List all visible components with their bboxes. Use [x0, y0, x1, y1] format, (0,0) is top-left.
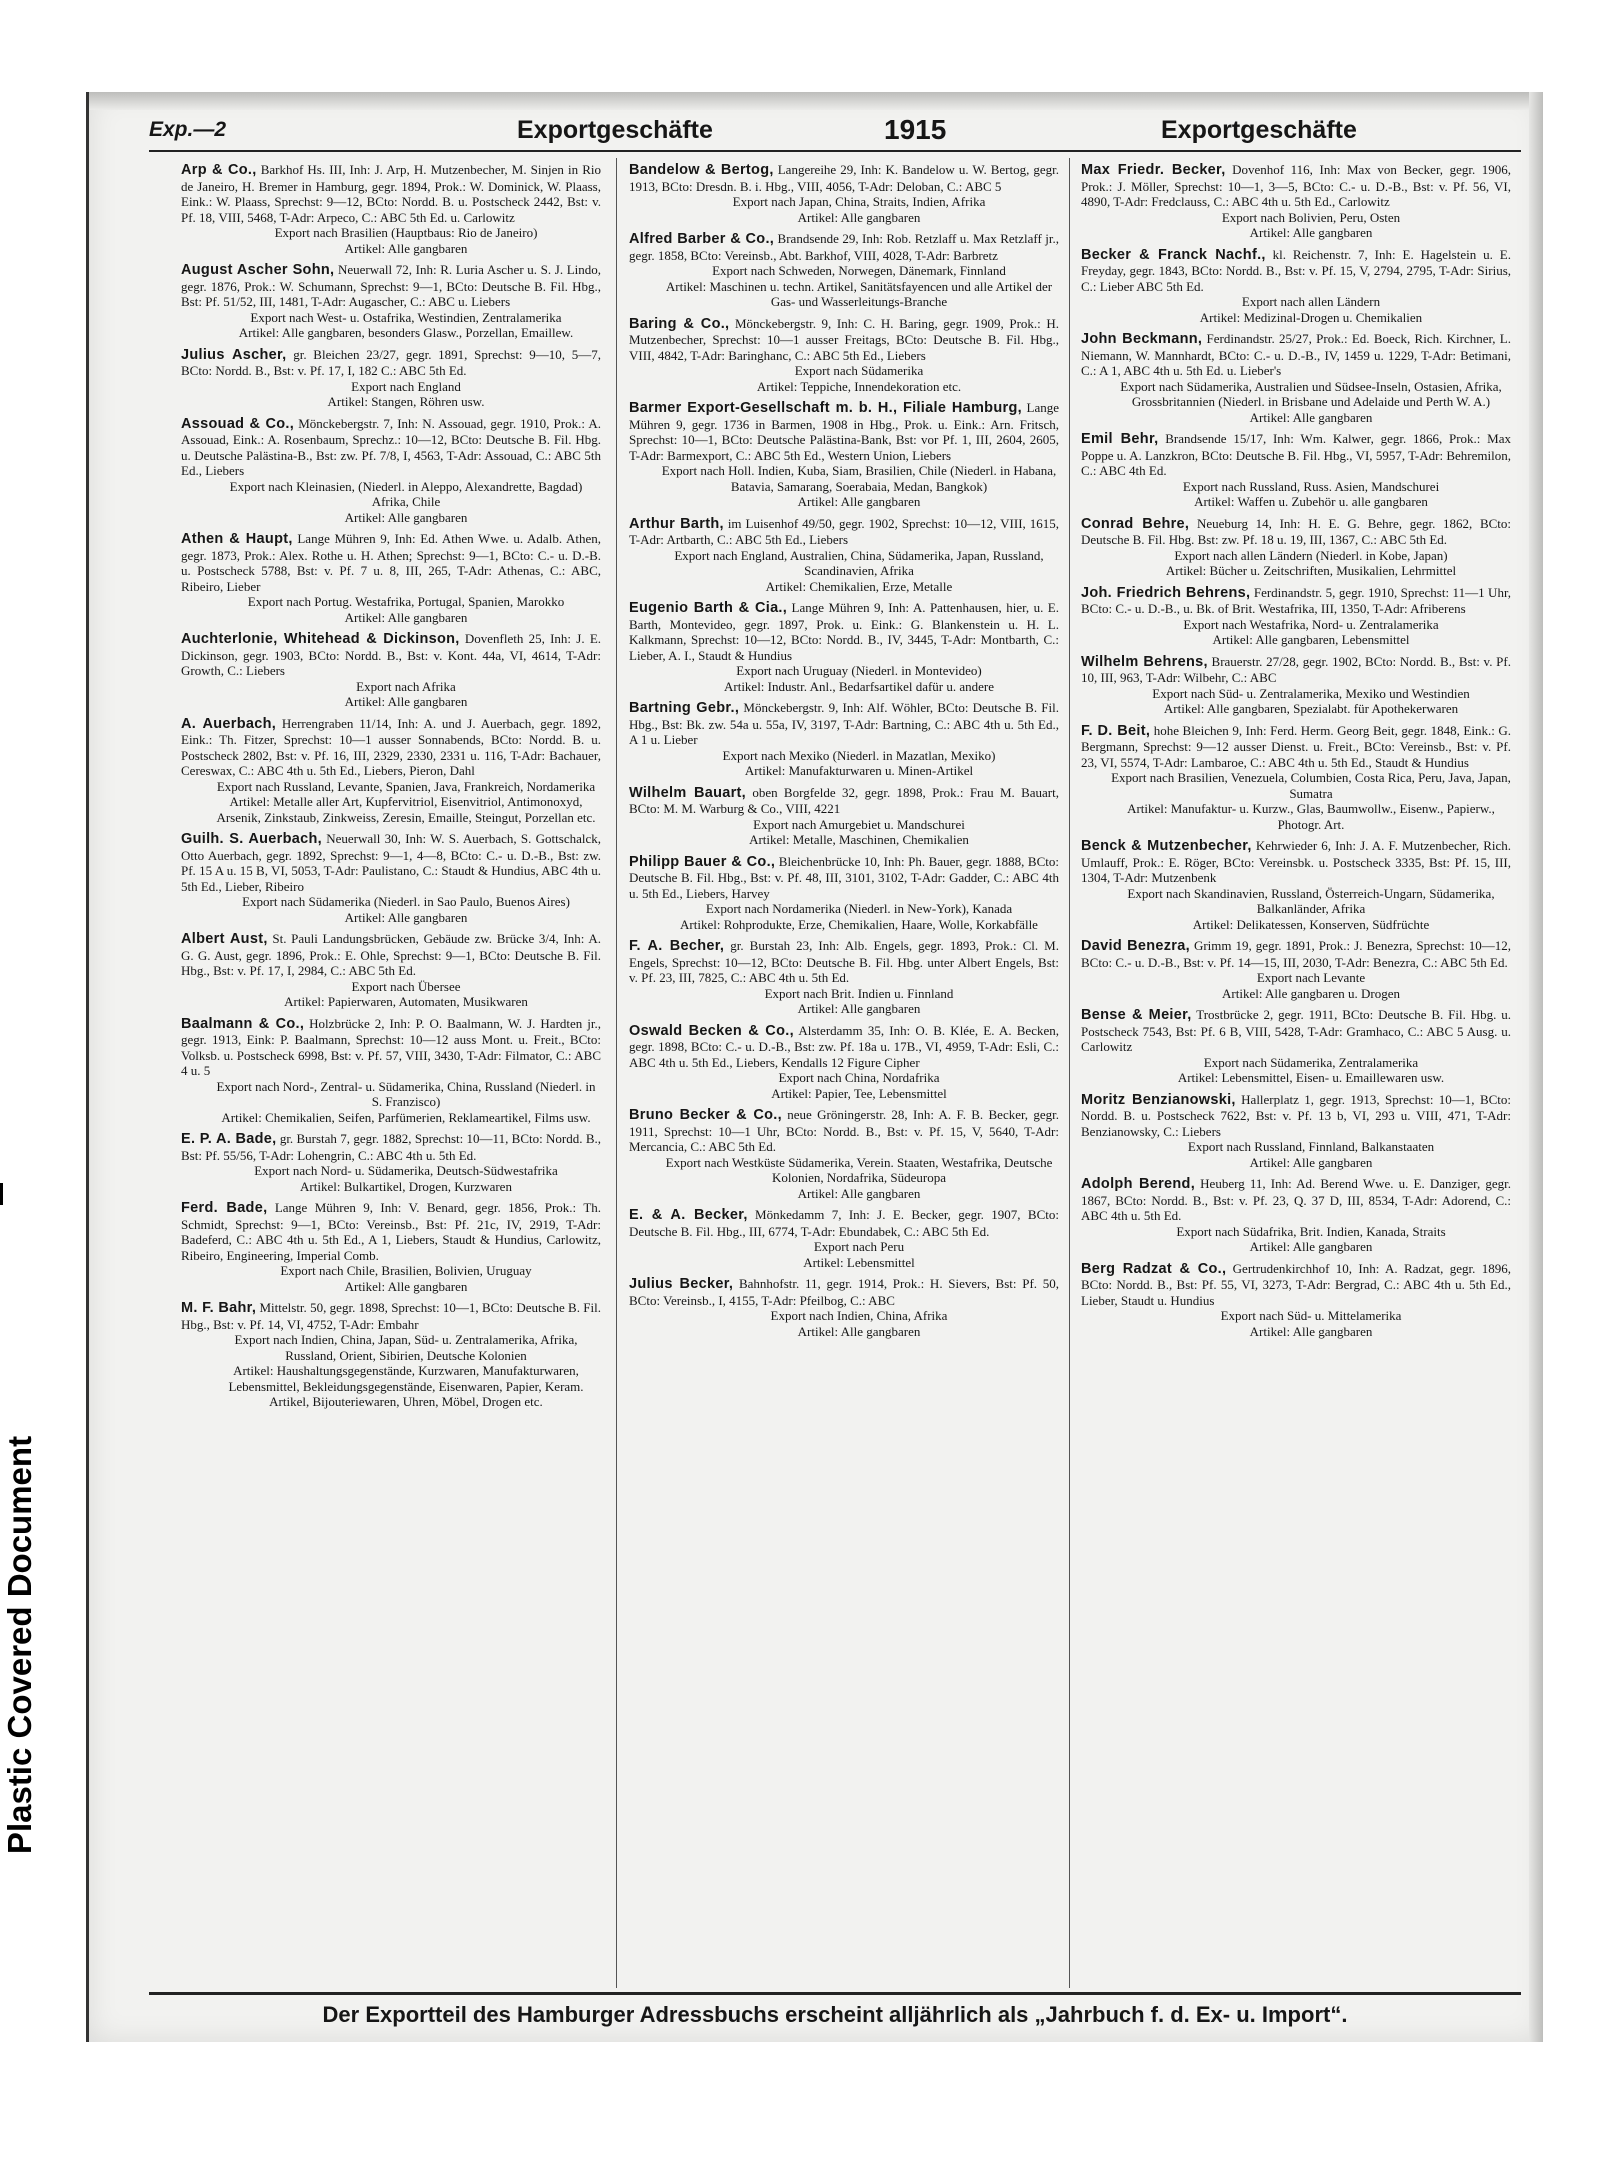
header-title-right: Exportgeschäfte	[1161, 116, 1357, 144]
directory-entry	[181, 531, 601, 625]
entry-heading	[629, 600, 1059, 663]
entry-heading	[629, 516, 1059, 548]
company-details: Trostbrücke 2, gegr. 1911, BCto: Deutsche B. Fil. Hbg. u. Postscheck 7543, Bst: Pf. 6 B, VIII, 5428, T-Adr: Gramhaco, C.: ABC 5 Ausg. u. Carlowitz	[1081, 1007, 1511, 1054]
article-list: Artikel: Alle gangbaren	[797, 1185, 921, 1201]
company-details: Brandsende 15/17, Inh: Wm. Kalwer, gegr. 1866, Prok.: Max Poppe u. A. Lanzkron, BCto: Deutsche B. Fil. Hbg., VI, 5957, T-Adr: Behremilon, C.: ABC 4th Ed.	[1081, 431, 1511, 478]
article-list: Artikel: Rohprodukte, Erze, Chemikalien, Haare, Wolle, Korkabfälle	[680, 916, 1038, 932]
article-list: Artikel: Haushaltungsgegenstände, Kurzwaren, Manufakturwaren, Lebensmittel, Bekleidungsgegenstände, Eisenwaren, Papier, Keram. Artikel, Bijouteriewaren, Uhren, Möbel, Drogen etc.	[228, 1363, 584, 1409]
directory-entry	[1081, 1092, 1511, 1171]
company-name: Wilhelm Behrens,	[1081, 653, 1208, 670]
export-destinations: Export nach Holl. Indien, Kuba, Siam, Brasilien, Chile (Niederl. in Habana, Batavia, Samarang, Soerabaia, Medan, Bangkok)	[661, 463, 1057, 494]
company-name: Ferd. Bade,	[181, 1200, 268, 1216]
directory-entry	[1081, 516, 1511, 579]
entry-heading	[1081, 1007, 1511, 1055]
article-list: Artikel: Bulkartikel, Drogen, Kurzwaren	[300, 1178, 512, 1194]
company-name: Athen & Haupt,	[181, 531, 293, 547]
article-list: Artikel: Maschinen u. techn. Artikel, Sanitätsfayencen und alle Artikel der Gas- und Wasserleitungs-Branche	[665, 278, 1053, 309]
company-details: Mönkedamm 7, Inh: J. E. Becker, gegr. 1907, BCto: Deutsche B. Fil. Hbg., III, 6774, T-Adr: Ebundabek, C.: ABC 5th Ed.	[629, 1207, 1059, 1239]
company-name: Bartning Gebr.,	[629, 700, 740, 716]
side-label: Plastic Covered Document	[1, 1435, 38, 1855]
entry-heading	[1081, 162, 1511, 210]
article-list: Artikel: Alle gangbaren	[797, 1001, 921, 1016]
export-destinations: Export nach Indien, China, Afrika	[770, 1308, 948, 1323]
company-details: Ferdinandstr. 25/27, Prok.: Ed. Boeck, Rich. Kirchner, L. Niemann, W. Mannhardt, BCto: C.- u. D.-B., IV, 1459 u. 1229, T-Adr: Betimani, C.: A 1, ABC 4th u. 5th Ed. u. Lieber's	[1081, 331, 1511, 378]
column-rule	[1069, 158, 1070, 1988]
column-middle	[629, 162, 1059, 1962]
company-name: Benck & Mutzenbecher,	[1081, 838, 1252, 854]
export-destinations: Export nach England, Australien, China, Südamerika, Japan, Russland, Scandinavien, Afrika	[674, 547, 1044, 578]
article-list: Artikel: Waffen u. Zubehör u. alle gangbaren	[1194, 494, 1428, 509]
page-number: Exp.—2	[149, 118, 227, 141]
directory-entry	[181, 631, 601, 710]
company-details: Dovenfleth 25, Inh: J. E. Dickinson, gegr. 1903, BCto: Nordd. B., Bst: v. Kont. 44a, VI, 4614, T-Adr: Growth, C.: Liebers	[181, 631, 601, 678]
entry-heading	[181, 347, 601, 379]
company-name: Arthur Barth,	[629, 515, 724, 532]
company-details: Barkhof Hs. III, Inh: J. Arp, H. Mutzenbecher, M. Sinjen in Rio de Janeiro, H. Bremer in Hamburg, gegr. 1894, Prok.: W. Dominick, W. Plaass, Eink.: W. Plaass, Sprechst: 9—12, BCto: Nordd. B. u. Postscheck 2442, Bst: v. Pf. 18, VIII, 5468, T-Adr: Arpeco, C.: ABC 5th Ed. u. Carlowitz	[181, 162, 601, 225]
export-destinations: Export nach Südamerika	[794, 363, 924, 378]
company-details: Herrengraben 11/14, Inh: A. und J. Auerbach, gegr. 1892, Eink.: Th. Fitzer, Sprechst: 10—1 ausser Sonnabends, BCto: Nordd. B. u. Postscheck 2802, Bst: v. Pf. 16, III, 2329, 2330, 2331 u. 116, T-Adr: Bachauer, Cereswax, C.: ABC 4th u. 5th Ed., Liebers, Pieron, Dahl	[181, 715, 601, 778]
export-destinations: Export nach Chile, Brasilien, Bolivien, Uruguay	[280, 1263, 532, 1278]
company-details: Neuerwall 72, Inh: R. Luria Ascher u. S. J. Lindo, gegr. 1876, Prok.: W. Schumann, Sprechst: 9—1, BCto: Deutsche B. Fil. Hbg., Bst: Pf. 51/52, III, 1481, T-Adr: Augascher, C.: ABC u. Liebers	[181, 262, 601, 309]
export-destinations: Export nach Nordamerika (Niederl. in New-York), Kanada	[705, 901, 1013, 916]
export-destinations: Export nach Kleinasien, (Niederl. in Aleppo, Alexandrette, Bagdad) Afrika, Chile	[229, 478, 583, 509]
directory-entry	[629, 785, 1059, 848]
export-destinations: Export nach England	[351, 378, 461, 394]
entry-heading	[181, 262, 601, 310]
entry-heading	[629, 1207, 1059, 1239]
directory-entry	[1081, 331, 1511, 425]
export-destinations: Export nach Uruguay (Niederl. in Montevideo)	[736, 663, 982, 678]
export-destinations: Export nach allen Ländern	[1241, 294, 1381, 309]
company-name: August Ascher Sohn,	[181, 262, 335, 278]
margin-tick-mark	[0, 1183, 3, 1205]
article-list: Artikel: Alle gangbaren	[344, 694, 468, 709]
article-list: Artikel: Alle gangbaren	[1249, 1154, 1373, 1170]
company-name: E. & A. Becker,	[629, 1207, 748, 1223]
article-list: Artikel: Alle gangbaren, Lebensmittel	[1212, 632, 1410, 647]
entry-heading	[181, 1200, 601, 1263]
directory-entry	[181, 1016, 601, 1126]
article-list: Artikel: Alle gangbaren	[797, 209, 921, 225]
export-destinations: Export nach Westküste Südamerika, Verein. Staaten, Westafrika, Deutsche Kolonien, Nordafrika, Südeuropa	[665, 1154, 1053, 1185]
header-rule	[149, 150, 1521, 152]
export-destinations: Export nach Skandinavien, Russland, Österreich-Ungarn, Südamerika, Balkanländer, Afrika	[1127, 885, 1495, 916]
entry-heading	[1081, 516, 1511, 548]
company-details: hohe Bleichen 9, Inh: Ferd. Herm. Georg Beit, gegr. 1848, Eink.: G. Bergmann, Sprechst: 9—12 ausser Dienst. u. Freit., BCto: Vereinsb., Bst: v. Pf. 23, VI, 5574, T-Adr: Lambaroe, C.: ABC 4th u. 5th Ed., Staudt & Hundius	[1081, 722, 1511, 770]
company-name: Baring & Co.,	[629, 315, 730, 332]
article-list: Artikel: Metalle, Maschinen, Chemikalien	[749, 832, 969, 847]
directory-entry	[629, 231, 1059, 310]
export-destinations: Export nach Amurgebiet u. Mandschurei	[753, 816, 965, 832]
entry-heading	[181, 931, 601, 979]
directory-entry	[181, 931, 601, 1010]
directory-entry	[181, 1300, 601, 1410]
entry-heading	[1081, 247, 1511, 295]
column-right	[1081, 162, 1511, 1962]
directory-entry	[1081, 162, 1511, 241]
company-details: neue Gröningerstr. 28, Inh: A. F. B. Becker, gegr. 1911, Sprechst: 10—1 Uhr, BCto: Nordd. B., Bst: v. Pf. 15, V, 5640, T-Adr: Mercancia, C.: ABC 5th Ed.	[629, 1107, 1059, 1154]
column-rule	[616, 158, 617, 1988]
company-name: Albert Aust,	[181, 931, 268, 947]
entry-heading	[629, 316, 1059, 364]
header-title-left: Exportgeschäfte	[517, 116, 713, 144]
article-list: Artikel: Alle gangbaren	[1249, 225, 1373, 240]
export-destinations: Export nach Süd- u. Mittelamerika	[1220, 1308, 1402, 1323]
export-destinations: Export nach Russland, Finnland, Balkanstaaten	[1187, 1139, 1435, 1154]
company-details: gr. Bleichen 23/27, gegr. 1891, Sprechst: 9—10, 5—7, BCto: Nordd. B., Bst: v. Pf. 17, I, 182 C.: ABC 5th Ed.	[181, 346, 601, 378]
entry-heading	[181, 716, 601, 779]
article-list: Artikel: Manufakturwaren u. Minen-Artikel	[744, 763, 974, 778]
article-list: Artikel: Medizinal-Drogen u. Chemikalien	[1199, 309, 1423, 325]
company-details: kl. Reichenstr. 7, Inh: E. Hagelstein u. E. Freyday, gegr. 1843, BCto: Nordd. B., Bst: v. Pf. 15, V, 2794, 2795, T-Adr: Sirius, C.: Lieber ABC 5th Ed.	[1081, 246, 1511, 294]
article-list: Artikel: Lebensmittel	[803, 1254, 915, 1270]
company-name: Bandelow & Bertog,	[629, 162, 774, 178]
export-destinations: Export nach Bolivien, Peru, Osten	[1221, 209, 1401, 225]
directory-entry	[181, 347, 601, 410]
entry-heading	[1081, 585, 1511, 617]
directory-entry	[181, 1131, 601, 1194]
article-list: Artikel: Stangen, Röhren usw.	[327, 394, 485, 409]
company-name: Assouad & Co.,	[181, 415, 295, 432]
company-details: Lange Mühren 9, Inh: V. Benard, gegr. 1856, Prok.: Th. Schmidt, Sprechst: 9—1, BCto: Vereinsb., Bst: Pf. 21c, IV, 2919, T-Adr: Badeferd, C.: ABC 4th u. 5th Ed., A 1, Liebers, Staudt & Hundius, Carlowitz, Ribeiro, Engineering, Imperial Comb.	[181, 1200, 601, 1263]
entry-heading	[629, 1276, 1059, 1308]
company-details: Mönckebergstr. 7, Inh: N. Assouad, gegr. 1910, Prok.: A. Assouad, Eink.: A. Rosenbaum, Sprechz.: 10—12, BCto: Deutsche B. Fil. Hbg. u. Deutsche Palästina-B., Bst: zw. Pf. 7/8, I, 4563, T-Adr: Assouad, C.: ABC 5th Ed., Liebers	[181, 415, 601, 478]
company-details: Neuerwall 30, Inh: W. S. Auerbach, S. Gottschalck, Otto Auerbach, gegr. 1892, Sprechst: 9—1, 4—8, BCto: C.- u. D.-B., Bst: zw. Pf. 15 A u. 15 B, VI, 5053, T-Adr: Paulistano, C.: Staudt & Hundius, ABC 4th u. 5th Ed., Lieber, Ribeiro	[181, 831, 601, 894]
column-left	[181, 162, 601, 1962]
company-name: Max Friedr. Becker,	[1081, 162, 1226, 178]
directory-entry	[181, 1200, 601, 1294]
export-destinations: Export nach Afrika	[356, 678, 456, 694]
directory-entry	[1081, 654, 1511, 717]
header-year: 1915	[884, 114, 947, 145]
directory-entry	[1081, 1007, 1511, 1086]
directory-entry	[629, 316, 1059, 395]
export-destinations: Export nach Nord-, Zentral- u. Südamerika, China, Russland (Niederl. in S. Franzisco)	[216, 1078, 596, 1109]
entry-heading	[181, 162, 601, 225]
directory-entry	[629, 854, 1059, 933]
export-destinations: Export nach Levante	[1256, 970, 1366, 985]
company-details: Brauerstr. 27/28, gegr. 1902, BCto: Nordd. B., Bst: v. Pf. 10, III, 963, T-Adr: Wilbehr, C.: ABC	[1081, 653, 1511, 685]
document-page	[86, 92, 1543, 2042]
entry-heading	[181, 631, 601, 679]
entry-heading	[1081, 1261, 1511, 1309]
directory-entry	[181, 716, 601, 826]
article-list: Artikel: Alle gangbaren	[1249, 1323, 1373, 1339]
page-right-edge	[1529, 92, 1543, 2042]
article-list: Artikel: Chemikalien, Erze, Metalle	[765, 578, 953, 594]
company-name: M. F. Bahr,	[181, 1300, 257, 1316]
company-name: Arp & Co.,	[181, 162, 257, 178]
directory-entry	[1081, 1176, 1511, 1255]
entry-heading	[629, 400, 1059, 463]
export-destinations: Export nach West- u. Ostafrika, Westindien, Zentralamerika	[250, 309, 562, 325]
company-name: Philipp Bauer & Co.,	[629, 853, 776, 870]
company-details: gr. Burstah 23, Inh: Alb. Engels, gegr. 1893, Prok.: Cl. M. Engels, Sprechst: 10—12, BCto: Deutsche B. Fil. Hbg. unter Albert Engels, Bst: v. Pf. 23, III, 7825, C.: ABC 4th u. 5th Ed.	[629, 938, 1059, 985]
company-name: Berg Radzat & Co.,	[1081, 1260, 1227, 1277]
company-details: Heuberg 11, Inh: Ad. Berend Wwe. u. E. Danziger, gegr. 1867, BCto: Nordd. B., Bst: v. Pf. 23, Q. 37 D, III, 8534, T-Adr: Adorend, C.: ABC 4th u. 5th Ed.	[1081, 1176, 1511, 1223]
export-destinations: Export nach Übersee	[351, 978, 461, 994]
article-list: Artikel: Bücher u. Zeitschriften, Musikalien, Lehrmittel	[1165, 563, 1457, 578]
entry-heading	[629, 231, 1059, 263]
entry-heading	[629, 854, 1059, 902]
article-list: Artikel: Alle gangbaren	[1249, 1239, 1373, 1254]
export-destinations: Export nach Westafrika, Nord- u. Zentralamerika	[1183, 616, 1439, 632]
directory-entry	[1081, 723, 1511, 833]
directory-entry	[629, 600, 1059, 694]
directory-entry	[629, 1276, 1059, 1339]
company-details: Lange Mühren 9, Inh: A. Pattenhausen, hier, u. E. Barth, Montevideo, gegr. 1897, Prok. u. Eink.: G. Blankenstein u. H. L. Kalkmann, Sprechst: 10—12, BCto: Nordd. B., IV, 3445, T-Adr: Montbarth, C.: Lieber, A. I., Staudt & Hundius	[629, 600, 1059, 663]
company-name: Moritz Benzianowski,	[1081, 1091, 1236, 1108]
company-details: Brandsende 29, Inh: Rob. Retzlaff u. Max Retzlaff jr., gegr. 1858, BCto: Vereinsb., Abt. Barkhof, VIII, 4028, T-Adr: Barbretz	[629, 231, 1059, 263]
company-details: Lange Mühren 9, Inh: Ed. Athen Wwe. u. Adalb. Athen, gegr. 1873, Prok.: Alex. Rothe u. H. Athen; Sprechst: 9—1, BCto: C.- u. D.-B. u. Postscheck 5788, Bst: v. Pf. 7 u. 8, III, 265, T-Adr: Athenas, C.: ABC, Ribeiro, Lieber	[181, 531, 601, 594]
company-details: Langereihe 29, Inh: K. Bandelow u. W. Bertog, gegr. 1913, BCto: Dresdn. B. i. Hbg., VIII, 4056, T-Adr: Deloban, C.: ABC 5	[629, 162, 1059, 194]
company-name: Bense & Meier,	[1081, 1007, 1192, 1023]
entry-heading	[1081, 1176, 1511, 1224]
entry-heading	[1081, 938, 1511, 970]
company-name: Auchterlonie, Whitehead & Dickinson,	[181, 631, 460, 647]
export-destinations: Export nach China, Nordafrika	[778, 1070, 940, 1085]
company-details: Mönckebergstr. 9, Inh: Alf. Wöhler, BCto: Deutsche B. Fil. Hbg., Bst: Bk. zw. 54a u. 55a, IV, 3197, T-Adr: Bartning, C.: ABC 4th u. 5th Ed., A 1 u. Lieber	[629, 700, 1059, 747]
directory-entry	[181, 831, 601, 925]
company-name: E. P. A. Bade,	[181, 1131, 277, 1147]
company-details: oben Borgfelde 32, gegr. 1898, Prok.: Frau M. Bauart, BCto: M. M. Warburg & Co., VIII, 4221	[629, 784, 1059, 816]
company-name: David Benezra,	[1081, 938, 1190, 954]
article-list: Artikel: Alle gangbaren	[1249, 409, 1373, 425]
directory-entry	[629, 162, 1059, 225]
entry-heading	[181, 831, 601, 894]
directory-entry	[629, 700, 1059, 779]
company-name: Emil Behr,	[1081, 431, 1159, 447]
entry-heading	[629, 700, 1059, 748]
company-name: John Beckmann,	[1081, 331, 1203, 347]
entry-heading	[1081, 838, 1511, 886]
directory-entry	[1081, 585, 1511, 648]
article-list: Artikel: Alle gangbaren u. Drogen	[1222, 985, 1400, 1001]
entry-heading	[181, 531, 601, 594]
entry-heading	[629, 1107, 1059, 1155]
export-destinations: Export nach Russland, Levante, Spanien, Java, Frankreich, Nordamerika	[216, 778, 596, 794]
directory-entry	[181, 416, 601, 526]
directory-entry	[629, 1207, 1059, 1270]
export-destinations: Export nach Süd- u. Zentralamerika, Mexiko und Westindien	[1152, 685, 1470, 701]
directory-entry	[629, 400, 1059, 510]
company-name: Julius Ascher,	[181, 346, 287, 363]
article-list: Artikel: Manufaktur- u. Kurzw., Glas, Baumwollw., Eisenw., Papierw., Photogr. Art.	[1127, 801, 1495, 832]
entry-heading	[1081, 431, 1511, 479]
directory-entry	[629, 938, 1059, 1017]
company-details: Neueburg 14, Inh: H. E. G. Behre, gegr. 1862, BCto: Deutsche B. Fil. Hbg. Bst: zw. Pf. 18 u. 19, III, 1367, C.: ABC 5th Ed.	[1081, 515, 1511, 547]
company-details: Alsterdamm 35, Inh: O. B. Klée, E. A. Becken, gegr. 1898, BCto: C.- u. D.-B., Bst: zw. Pf. 18a u. 17B., VI, 4959, T-Adr: Esli, C.: ABC 4th u. 5th Ed., Liebers, Kendalls 12 Figure Cipher	[629, 1022, 1059, 1070]
company-details: St. Pauli Landungsbrücken, Gebäude zw. Brücke 3/4, Inh: A. G. G. Aust, gegr. 1896, Prok.: E. Ohle, Sprechst: 9—1, BCto: Deutsche B. Fil. Hbg., Bst: v. Pf. 17, I, 2984, C.: ABC 5th Ed.	[181, 931, 601, 978]
entry-heading	[1081, 654, 1511, 686]
entry-heading	[181, 416, 601, 479]
export-destinations: Export nach Brasilien, Venezuela, Columbien, Costa Rica, Peru, Java, Japan, Sumatra	[1111, 770, 1511, 801]
company-name: Alfred Barber & Co.,	[629, 231, 775, 247]
company-details: im Luisenhof 49/50, gegr. 1902, Sprechst: 10—12, VIII, 1615, T-Adr: Artbarth, C.: ABC 5th Ed., Liebers	[629, 515, 1059, 547]
article-list: Artikel: Teppiche, Innendekoration etc.	[756, 378, 962, 394]
article-list: Artikel: Chemikalien, Seifen, Parfümerien, Reklameartikel, Films usw.	[221, 1109, 591, 1125]
entry-heading	[181, 1131, 601, 1163]
directory-entry	[181, 262, 601, 341]
company-name: Guilh. S. Auerbach,	[181, 831, 322, 847]
company-name: Becker & Franck Nachf.,	[1081, 246, 1266, 263]
company-name: Eugenio Barth & Cia.,	[629, 600, 788, 616]
entry-heading	[1081, 723, 1511, 771]
article-list: Artikel: Alle gangbaren, Spezialabt. für Apothekerwaren	[1163, 701, 1459, 716]
entry-heading	[1081, 1092, 1511, 1140]
export-destinations: Export nach allen Ländern (Niederl. in Kobe, Japan)	[1174, 547, 1448, 563]
export-destinations: Export nach Brit. Indien u. Finnland	[764, 985, 954, 1001]
export-destinations: Export nach Südamerika, Zentralamerika	[1203, 1054, 1419, 1070]
article-list: Artikel: Alle gangbaren	[344, 240, 468, 256]
export-destinations: Export nach Brasilien (Hauptbaus: Rio de Janeiro)	[274, 225, 538, 240]
directory-entry	[629, 516, 1059, 595]
company-details: Holzbrücke 2, Inh: P. O. Baalmann, W. J. Hardten jr., gegr. 1913, Eink: P. Baalmann, Sprechst: 10—12 auss Mont. u. Freit., BCto: Volksb. u. Postscheck 6998, Bst: v. Pf. 57, VIII, 3430, T-Adr: Filmator, C.: ABC 4 u. 5	[181, 1015, 601, 1078]
company-name: Wilhelm Bauart,	[629, 784, 747, 801]
article-list: Artikel: Alle gangbaren	[344, 509, 468, 525]
company-details: gr. Burstah 7, gegr. 1882, Sprechst: 10—11, BCto: Nordd. B., Bst: Pf. 55/56, T-Adr: Lohengrin, C.: ABC 4th u. 5th Ed.	[181, 1131, 601, 1163]
export-destinations: Export nach Portug. Westafrika, Portugal, Spanien, Marokko	[247, 594, 565, 609]
company-details: Ferdinandstr. 5, gegr. 1910, Sprechst: 11—1 Uhr, BCto: C.- u. D.-B., u. Bk. of Brit. Westafrika, III, 1350, T-Adr: Afriberens	[1081, 584, 1511, 616]
page-header	[149, 106, 1519, 146]
company-name: A. Auerbach,	[181, 715, 277, 732]
export-destinations: Export nach Russland, Russ. Asien, Mandschurei	[1182, 478, 1440, 494]
export-destinations: Export nach Mexiko (Niederl. in Mazatlan, Mexiko)	[722, 747, 996, 763]
company-name: Adolph Berend,	[1081, 1176, 1196, 1192]
company-details: Gertrudenkirchhof 10, Inh: A. Radzat, gegr. 1896, BCto: Nordd. B., Bst: Pf. 55, VI, 3273, T-Adr: Bergrad, C.: ABC 4th u. 5th Ed., Lieber, Staudt u. Hundius	[1081, 1260, 1511, 1308]
company-details: Bahnhofstr. 11, gegr. 1914, Prok.: H. Sievers, Bst: Pf. 50, BCto: Vereinsb., I, 4155, T-Adr: Pfeilbog, C.: ABC	[629, 1276, 1059, 1308]
company-details: Kehrwieder 6, Inh: J. A. F. Mutzenbecher, Rich. Umlauff, Prok.: E. Röger, BCto: Vereinsbk. u. Postscheck 3335, Bst: Pf. 15, III, 1304, T-Adr: Mutzenbenk	[1081, 838, 1511, 885]
article-list: Artikel: Lebensmittel, Eisen- u. Emaillewaren usw.	[1177, 1070, 1445, 1085]
company-name: Julius Becker,	[629, 1276, 734, 1292]
export-destinations: Export nach Peru	[813, 1239, 905, 1254]
article-list: Artikel: Alle gangbaren, besonders Glasw., Porzellan, Emaillew.	[238, 325, 574, 340]
export-destinations: Export nach Japan, China, Straits, Indien, Afrika	[732, 194, 986, 209]
entry-heading	[181, 1300, 601, 1332]
company-name: Barmer Export-Gesellschaft m. b. H., Filiale Hamburg,	[629, 400, 1022, 416]
directory-entry	[1081, 838, 1511, 932]
company-details: Bleichenbrücke 10, Inh: Ph. Bauer, gegr. 1888, BCto: Deutsche B. Fil. Hbg., Bst: v. Pf. 48, III, 3101, 3102, T-Adr: Gadder, C.: ABC 4th u. 5th Ed., Liebers, Harvey	[629, 853, 1059, 901]
article-list: Artikel: Papier, Tee, Lebensmittel	[771, 1085, 947, 1101]
entry-heading	[1081, 331, 1511, 379]
entry-heading	[629, 162, 1059, 194]
directory-entry	[1081, 1261, 1511, 1340]
article-list: Artikel: Alle gangbaren	[797, 494, 921, 509]
directory-entry	[629, 1107, 1059, 1201]
export-destinations: Export nach Südafrika, Brit. Indien, Kanada, Straits	[1176, 1223, 1446, 1239]
article-list: Artikel: Alle gangbaren	[797, 1323, 921, 1339]
export-destinations: Export nach Indien, China, Japan, Süd- u. Zentralamerika, Afrika, Russland, Orient, Sibirien, Deutsche Kolonien	[234, 1332, 578, 1363]
entry-heading	[181, 1016, 601, 1079]
company-details: Dovenhof 116, Inh: Max von Becker, gegr. 1906, Prok.: J. Möller, Sprechst: 10—1, 3—5, BCto: C.- u. D.-B., Bst: v. Pf. 56, VI, 4890, T-Adr: Fredclauss, C.: ABC 4th u. 5th Ed., Carlowitz	[1081, 162, 1511, 209]
company-name: Baalmann & Co.,	[181, 1015, 305, 1032]
company-name: Bruno Becker & Co.,	[629, 1107, 782, 1123]
company-details: Grimm 19, gegr. 1891, Prok.: J. Benezra, Sprechst: 10—12, BCto: C.- u. D.-B., Bst: v. Pf. 14—15, III, 2030, T-Adr: Benezra, C.: ABC 5th Ed.	[1081, 938, 1511, 970]
directory-entry	[1081, 247, 1511, 326]
export-destinations: Export nach Nord- u. Südamerika, Deutsch-Südwestafrika	[254, 1163, 558, 1178]
export-destinations: Export nach Schweden, Norwegen, Dänemark, Finnland	[712, 263, 1006, 278]
directory-entry	[1081, 431, 1511, 510]
article-list: Artikel: Delikatessen, Konserven, Südfrüchte	[1192, 916, 1430, 932]
article-list: Artikel: Metalle aller Art, Kupfervitriol, Eisenvitriol, Antimonoxyd, Arsenik, Zinkstaub, Zinkweiss, Zeresin, Emaille, Steingut, Porzellan etc.	[216, 794, 596, 825]
page-footer: Der Exportteil des Hamburger Adressbuchs erscheint alljährlich als „Jahrbuch f. d. Ex- u. Import“.	[149, 1992, 1521, 2035]
directory-entry	[629, 1023, 1059, 1102]
directory-entry	[181, 162, 601, 256]
article-list: Artikel: Alle gangbaren	[344, 909, 468, 925]
company-name: Conrad Behre,	[1081, 515, 1190, 532]
directory-entry	[1081, 938, 1511, 1001]
company-name: F. D. Beit,	[1081, 722, 1151, 739]
company-details: Hallerplatz 1, gegr. 1913, Sprechst: 10—1, BCto: Nordd. B. u. Postscheck 7622, Bst: v. Pf. 13 b, VI, 293 u. VIII, 471, T-Adr: Benzianowsky, C.: Liebers	[1081, 1091, 1511, 1139]
article-list: Artikel: Industr. Anl., Bedarfsartikel dafür u. andere	[723, 678, 995, 694]
entry-heading	[629, 785, 1059, 817]
company-name: Oswald Becken & Co.,	[629, 1022, 794, 1039]
entry-heading	[629, 1023, 1059, 1071]
company-name: F. A. Becher,	[629, 938, 725, 954]
company-details: Lange Mühren 9, gegr. 1736 in Barmen, 1908 in Hbg., Prok. u. Eink.: Arn. Fritsch, Sprechst: 10—1, BCto: Deutsche Palästina-Bank, Bst: vor Pf. 1, III, 2604, 2605, T-Adr: Barmexport, C.: ABC 5th Ed., Western Union, Liebers	[629, 400, 1059, 463]
company-details: Mönckebergstr. 9, Inh: C. H. Baring, gegr. 1909, Prok.: H. Mutzenbecher, Sprechst: 10—1 ausser Freitags, BCto: Deutsche B. Fil. Hbg., VIII, 4842, T-Adr: Baringhanc, C.: ABC 5th Ed., Liebers	[629, 315, 1059, 363]
company-details: Mittelstr. 50, gegr. 1898, Sprechst: 10—1, BCto: Deutsche B. Fil. Hbg., Bst: v. Pf. 14, VI, 4752, T-Adr: Embahr	[181, 1300, 601, 1332]
entry-heading	[629, 938, 1059, 986]
article-list: Artikel: Alle gangbaren	[344, 1278, 468, 1294]
export-destinations: Export nach Südamerika (Niederl. in Sao Paulo, Buenos Aires)	[242, 894, 570, 909]
company-name: Joh. Friedrich Behrens,	[1081, 584, 1251, 601]
export-destinations: Export nach Südamerika, Australien und Südsee-Inseln, Ostasien, Afrika, Grossbritannien (Niederl. in Brisbane und Adelaide und Perth W. A.)	[1120, 378, 1502, 409]
article-list: Artikel: Alle gangbaren	[344, 609, 468, 625]
article-list: Artikel: Papierwaren, Automaten, Musikwaren	[284, 994, 528, 1009]
